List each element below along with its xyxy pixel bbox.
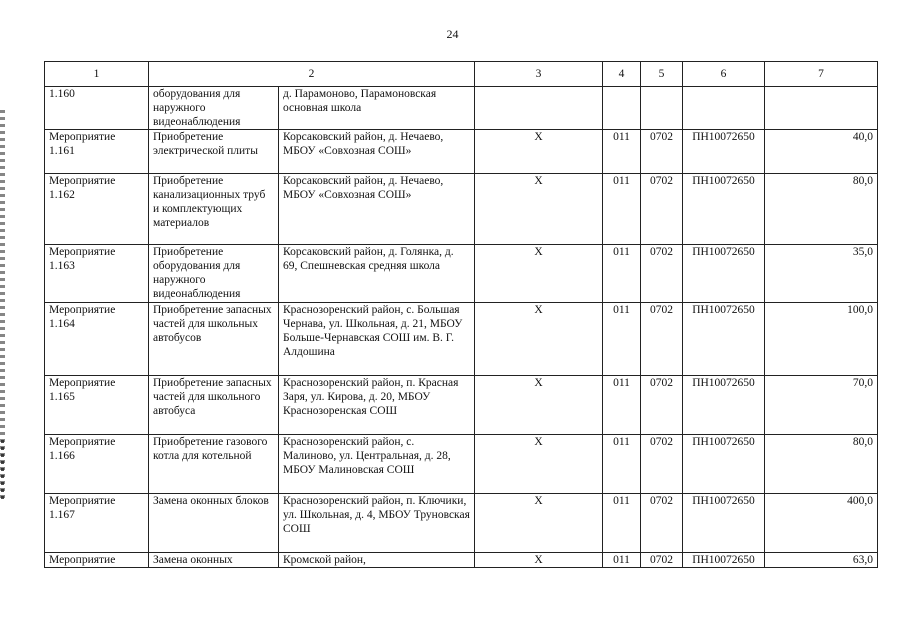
section-code: 0702	[641, 303, 683, 376]
page-number: 24	[446, 27, 459, 41]
header-cell: 6	[683, 62, 765, 87]
measure-location: Краснозоренский район, п. Красная Заря, ул. Кирова, д. 20, МБОУ Краснозоренская СОШ	[279, 376, 475, 435]
budget-table	[44, 61, 878, 568]
target-article	[683, 87, 765, 130]
section-code: 0702	[641, 553, 683, 568]
measure-code: Мероприятие	[45, 553, 149, 568]
amount-value: 400,0	[765, 494, 878, 553]
measure-code: Мероприятие 1.163	[45, 245, 149, 303]
header-cell: 4	[603, 62, 641, 87]
amount-value: 100,0	[765, 303, 878, 376]
grbs-code: 011	[603, 435, 641, 494]
executor-cell: Х	[475, 494, 603, 553]
measure-code: Мероприятие 1.166	[45, 435, 149, 494]
measure-code: Мероприятие 1.167	[45, 494, 149, 553]
executor-cell: Х	[475, 553, 603, 568]
target-article: ПН10072650	[683, 435, 765, 494]
grbs-code: 011	[603, 174, 641, 245]
measure-location: Корсаковский район, д. Нечаево, МБОУ «Совхозная СОШ»	[279, 174, 475, 245]
target-article: ПН10072650	[683, 245, 765, 303]
amount-value	[765, 87, 878, 130]
executor-cell: Х	[475, 130, 603, 174]
measure-description: Приобретение канализационных труб и комплектующих материалов	[149, 174, 279, 245]
amount-value: 35,0	[765, 245, 878, 303]
measure-code: 1.160	[45, 87, 149, 130]
measure-location: Кромской район,	[279, 553, 475, 568]
table-row	[45, 87, 878, 130]
measure-description: Приобретение оборудования для наружного видеонаблюдения	[149, 245, 279, 303]
grbs-code: 011	[603, 553, 641, 568]
measure-code: Мероприятие 1.162	[45, 174, 149, 245]
executor-cell: Х	[475, 435, 603, 494]
grbs-code: 011	[603, 303, 641, 376]
measure-code: Мероприятие 1.161	[45, 130, 149, 174]
measure-location: Краснозоренский район, с. Большая Чернава, ул. Школьная, д. 21, МБОУ Больше-Чернавская СОШ им. В. Г. Алдошина	[279, 303, 475, 376]
target-article: ПН10072650	[683, 303, 765, 376]
executor-cell: Х	[475, 376, 603, 435]
target-article: ПН10072650	[683, 130, 765, 174]
header-cell: 3	[475, 62, 603, 87]
measure-code: Мероприятие 1.164	[45, 303, 149, 376]
header-cell: 7	[765, 62, 878, 87]
header-cell: 2	[149, 62, 475, 87]
measure-code: Мероприятие 1.165	[45, 376, 149, 435]
amount-value: 63,0	[765, 553, 878, 568]
header-cell: 1	[45, 62, 149, 87]
measure-location: Корсаковский район, д. Голянка, д. 69, Спешневская средняя школа	[279, 245, 475, 303]
target-article: ПН10072650	[683, 553, 765, 568]
target-article: ПН10072650	[683, 494, 765, 553]
scan-edge-artifact	[1, 440, 4, 500]
amount-value: 80,0	[765, 435, 878, 494]
target-article: ПН10072650	[683, 174, 765, 245]
measure-location: Краснозоренский район, п. Ключики, ул. Школьная, д. 4, МБОУ Труновская СОШ	[279, 494, 475, 553]
measure-description: Приобретение запасных частей для школьного автобуса	[149, 376, 279, 435]
target-article: ПН10072650	[683, 376, 765, 435]
section-code: 0702	[641, 245, 683, 303]
header-cell: 5	[641, 62, 683, 87]
section-code	[641, 87, 683, 130]
amount-value: 80,0	[765, 174, 878, 245]
section-code: 0702	[641, 174, 683, 245]
executor-cell: Х	[475, 303, 603, 376]
table-row	[45, 494, 878, 553]
measure-location: Краснозоренский район, с. Малиново, ул. Центральная, д. 28, МБОУ Малиновская СОШ	[279, 435, 475, 494]
executor-cell: Х	[475, 245, 603, 303]
measure-description: Приобретение газового котла для котельной	[149, 435, 279, 494]
section-code: 0702	[641, 435, 683, 494]
table-row	[45, 130, 878, 174]
table-row	[45, 553, 878, 568]
measure-location: Корсаковский район, д. Нечаево, МБОУ «Совхозная СОШ»	[279, 130, 475, 174]
measure-description: Приобретение запасных частей для школьных автобусов	[149, 303, 279, 376]
grbs-code: 011	[603, 130, 641, 174]
table-row	[45, 435, 878, 494]
measure-description: Приобретение электрической плиты	[149, 130, 279, 174]
table-row	[45, 303, 878, 376]
table-row	[45, 245, 878, 303]
executor-cell	[475, 87, 603, 130]
section-code: 0702	[641, 376, 683, 435]
amount-value: 70,0	[765, 376, 878, 435]
section-code: 0702	[641, 494, 683, 553]
measure-description: оборудования для наружного видеонаблюдения	[149, 87, 279, 130]
table-row	[45, 376, 878, 435]
table-row	[45, 174, 878, 245]
section-code: 0702	[641, 130, 683, 174]
measure-description: Замена оконных	[149, 553, 279, 568]
grbs-code: 011	[603, 245, 641, 303]
measure-location: д. Парамоново, Парамоновская основная школа	[279, 87, 475, 130]
grbs-code	[603, 87, 641, 130]
grbs-code: 011	[603, 494, 641, 553]
measure-description: Замена оконных блоков	[149, 494, 279, 553]
executor-cell: Х	[475, 174, 603, 245]
header-row	[45, 62, 878, 87]
amount-value: 40,0	[765, 130, 878, 174]
grbs-code: 011	[603, 376, 641, 435]
